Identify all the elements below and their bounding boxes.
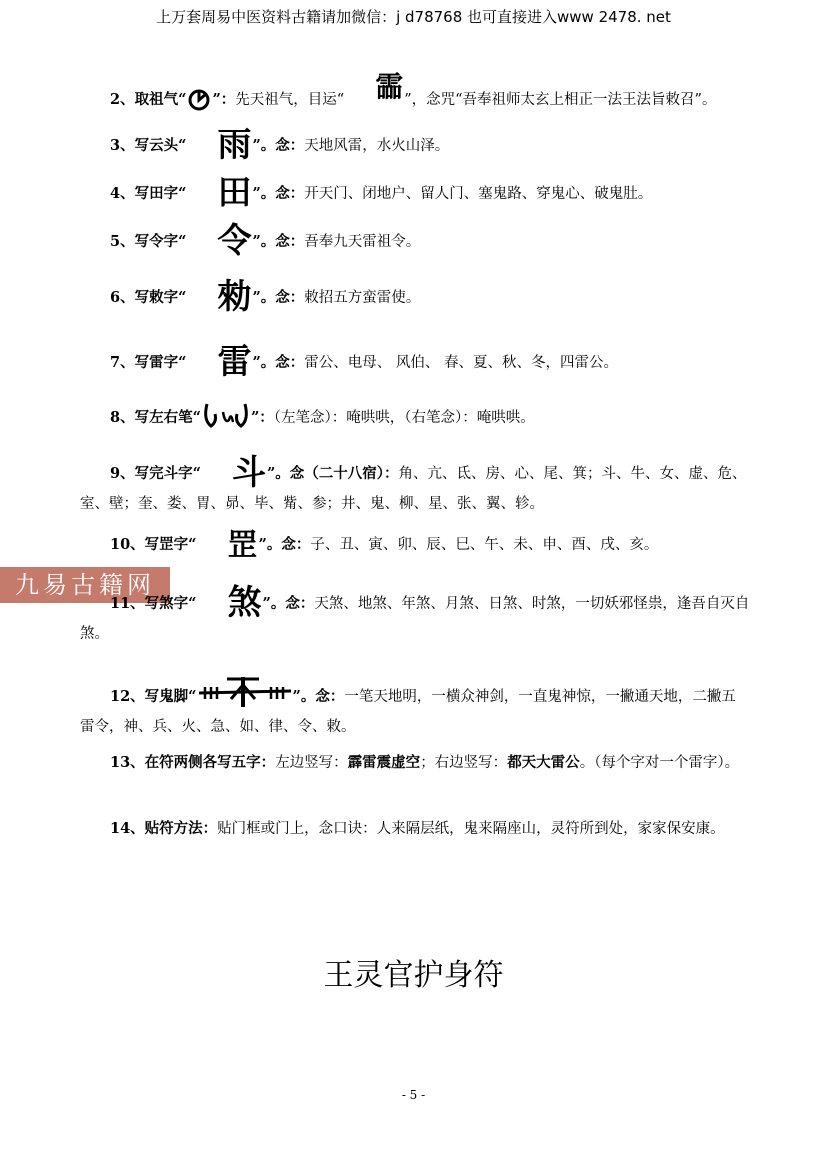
dipper-glyph: 斗 (231, 453, 266, 493)
page-header: 上万套周易中医资料古籍请加微信：j d78768 也可直接进入www 2478. net (156, 8, 671, 26)
page-number: - 5 - (401, 1088, 426, 1102)
ancestral-qi-glyph-icon (186, 86, 212, 112)
left-right-strokes-glyph-icon (201, 400, 251, 430)
item-label: 2、取祖气“ (110, 91, 187, 108)
item-5: 5、写令字“ 令”。念：吾奉九天雷祖令。 (110, 221, 421, 261)
item-14: 14、贴符方法：贴门框或门上，念口诀：人来隔层纸，鬼来隔座山，灵符所到处，家家保安康。 (110, 820, 725, 837)
ghost-foot-glyph-icon (197, 675, 293, 709)
item-10: 10、写罡字“ 罡”。念：子、丑、寅、卯、辰、巳、午、未、申、酉、戌、亥。 (110, 528, 659, 563)
section-title: 王灵官护身符 (323, 958, 504, 993)
thunder-char-glyph: 雷 (217, 342, 252, 382)
item-12: 12、写鬼脚“ ”。念：一笔天地明，一横众神剑，一直鬼神惊，一撇通天地，二撇五雷令，神、兵、火、急、如、律、令、敕。 (80, 675, 750, 742)
gang-glyph: 罡 (227, 528, 258, 563)
thunder-glyph: 霝 (375, 70, 404, 103)
item-9: 9、写完斗字“ 斗”。念（二十八宿）：角、亢、氐、房、心、尾、箕；斗、牛、女、虚、危、室、壁；奎、娄、胃、昴、毕、觜、参；井、鬼、柳、星、张、翼、轸。 (80, 453, 747, 512)
item-11: 11、写煞字“ 煞”。念：天煞、地煞、年煞、月煞、日煞、时煞，一切妖邪怪祟，逢吾自灭自煞。 (80, 583, 750, 642)
item-3: 3、写云头“ 雨”。念：天地风雷，水火山泽。 (110, 125, 450, 165)
item-8: 8、写左右笔“ ”：（左笔念）：唵哄哄，（右笔念）：唵哄哄。 (80, 400, 750, 433)
command-glyph: 令 (217, 221, 252, 261)
item-13: 13、在符两侧各写五字：左边竖写：霹雷震虚空；右边竖写：都天大雷公。（每个字对一个雷字）。 (110, 754, 740, 771)
field-glyph: 田 (217, 173, 252, 213)
item-6: 6、写敕字“ 勑”。念：敕招五方蛮雷使。 (110, 277, 421, 317)
item-2: 2、取祖气“ ”：先天祖气，目运“ 霝”，念咒“吾奉祖师太玄上相正一法王法旨敕召”。 (80, 72, 750, 115)
watermark-banner: 九易古籍网 (0, 567, 170, 603)
fiend-glyph: 煞 (227, 583, 262, 623)
cloud-head-glyph: 雨 (217, 125, 252, 165)
item-7: 7、写雷字“ 雷”。念：雷公、电母、 风伯、 春、夏、秋、冬，四雷公。 (110, 342, 618, 382)
edict-glyph: 勑 (217, 277, 252, 317)
item-4: 4、写田字“ 田”。念：开天门、闭地户、留人门、塞鬼路、穿鬼心、破鬼肚。 (110, 173, 653, 213)
